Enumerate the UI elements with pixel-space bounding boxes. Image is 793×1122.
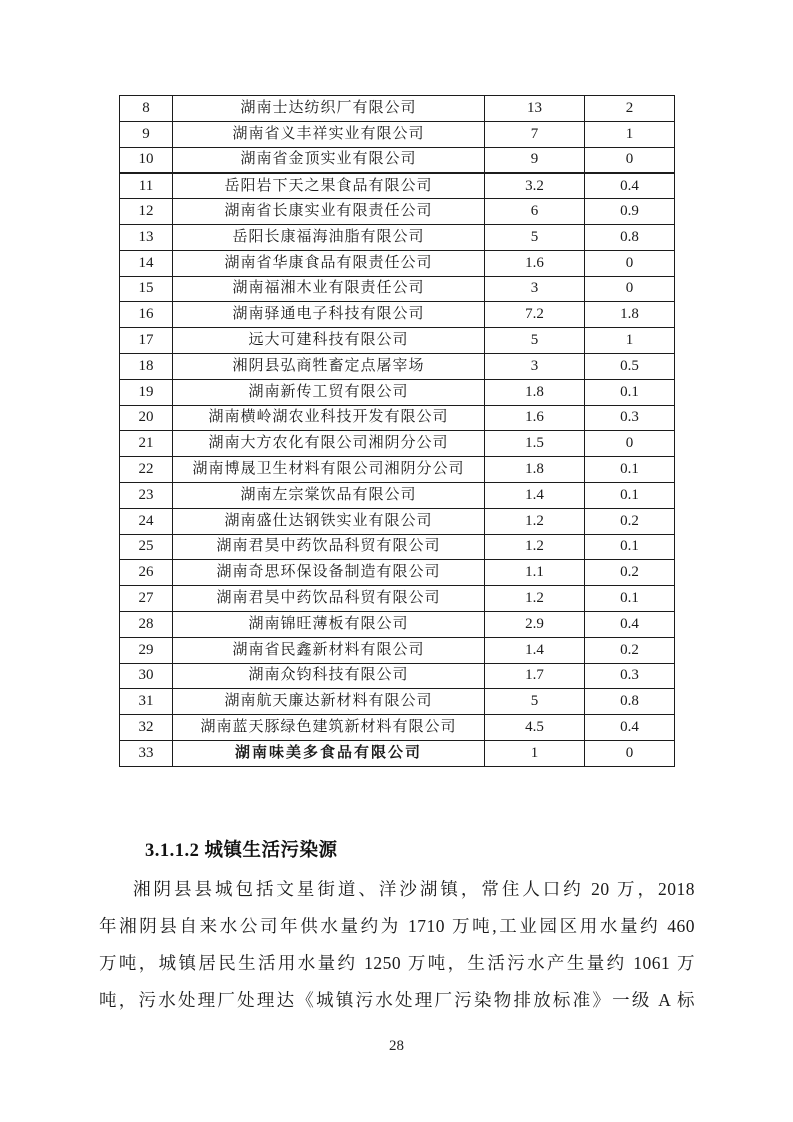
paragraph-line: 湘阴县县城包括文星街道、洋沙湖镇，常住人口约 20 万，2018 xyxy=(133,879,695,899)
table-row xyxy=(120,611,675,637)
table-row xyxy=(120,276,675,302)
row-number-cell: 8 xyxy=(120,96,173,122)
value-2-cell: 0.1 xyxy=(585,534,675,560)
row-number-cell: 25 xyxy=(120,534,173,560)
table-row xyxy=(120,302,675,328)
company-name-cell: 岳阳岩下天之果食品有限公司 xyxy=(173,173,485,199)
value-2-cell: 0.8 xyxy=(585,689,675,715)
table-row xyxy=(120,508,675,534)
company-name-cell: 湖南省长康实业有限责任公司 xyxy=(173,199,485,225)
value-1-cell: 2.9 xyxy=(485,611,585,637)
table-row xyxy=(120,637,675,663)
company-name-cell: 湖南左宗棠饮品有限公司 xyxy=(173,482,485,508)
table-body xyxy=(120,96,675,767)
value-2-cell: 0.1 xyxy=(585,482,675,508)
table-row xyxy=(120,328,675,354)
value-2-cell: 0 xyxy=(585,250,675,276)
table-row xyxy=(120,224,675,250)
row-number-cell: 15 xyxy=(120,276,173,302)
row-number-cell: 16 xyxy=(120,302,173,328)
company-name-cell: 湖南博晟卫生材料有限公司湘阴分公司 xyxy=(173,457,485,483)
value-2-cell: 1.8 xyxy=(585,302,675,328)
value-2-cell: 0.2 xyxy=(585,637,675,663)
value-2-cell: 0.1 xyxy=(585,379,675,405)
row-number-cell: 10 xyxy=(120,147,173,173)
value-1-cell: 13 xyxy=(485,96,585,122)
value-2-cell: 0 xyxy=(585,431,675,457)
value-2-cell: 0.1 xyxy=(585,457,675,483)
company-name-cell: 湖南锦旺薄板有限公司 xyxy=(173,611,485,637)
body-paragraph xyxy=(99,871,695,1019)
paragraph-line: 万吨，城镇居民生活用水量约 1250 万吨，生活污水产生量约 1061 万 xyxy=(99,953,695,973)
value-2-cell: 0.3 xyxy=(585,405,675,431)
company-name-cell: 湖南省民鑫新材料有限公司 xyxy=(173,637,485,663)
value-1-cell: 1.8 xyxy=(485,379,585,405)
value-1-cell: 7.2 xyxy=(485,302,585,328)
row-number-cell: 21 xyxy=(120,431,173,457)
value-2-cell: 0.2 xyxy=(585,560,675,586)
value-1-cell: 1.4 xyxy=(485,482,585,508)
row-number-cell: 12 xyxy=(120,199,173,225)
table-row xyxy=(120,586,675,612)
company-name-cell: 湖南君昊中药饮品科贸有限公司 xyxy=(173,586,485,612)
value-2-cell: 0.8 xyxy=(585,224,675,250)
company-name-cell: 岳阳长康福海油脂有限公司 xyxy=(173,224,485,250)
company-name-cell: 湖南省义丰祥实业有限公司 xyxy=(173,121,485,147)
row-number-cell: 33 xyxy=(120,740,173,766)
company-name-cell: 湖南横岭湖农业科技开发有限公司 xyxy=(173,405,485,431)
value-1-cell: 3.2 xyxy=(485,173,585,199)
company-name-cell: 湘阴县弘商牲畜定点屠宰场 xyxy=(173,353,485,379)
company-name-cell: 远大可建科技有限公司 xyxy=(173,328,485,354)
value-2-cell: 0 xyxy=(585,276,675,302)
value-1-cell: 6 xyxy=(485,199,585,225)
table-row xyxy=(120,534,675,560)
value-2-cell: 0.4 xyxy=(585,715,675,741)
pollution-source-table xyxy=(119,95,675,767)
value-1-cell: 1.6 xyxy=(485,405,585,431)
company-name-cell: 湖南大方农化有限公司湘阴分公司 xyxy=(173,431,485,457)
value-1-cell: 1.2 xyxy=(485,586,585,612)
table-row xyxy=(120,560,675,586)
row-number-cell: 31 xyxy=(120,689,173,715)
row-number-cell: 29 xyxy=(120,637,173,663)
page-number: 28 xyxy=(389,1038,404,1054)
row-number-cell: 19 xyxy=(120,379,173,405)
value-1-cell: 5 xyxy=(485,224,585,250)
company-name-cell: 湖南省华康食品有限责任公司 xyxy=(173,250,485,276)
value-1-cell: 3 xyxy=(485,353,585,379)
value-1-cell: 5 xyxy=(485,328,585,354)
paragraph-line: 吨，污水处理厂处理达《城镇污水处理厂污染物排放标准》一级 A 标 xyxy=(99,990,695,1010)
row-number-cell: 18 xyxy=(120,353,173,379)
table-row xyxy=(120,121,675,147)
row-number-cell: 17 xyxy=(120,328,173,354)
company-name-cell: 湖南盛仕达钢铁实业有限公司 xyxy=(173,508,485,534)
row-number-cell: 9 xyxy=(120,121,173,147)
row-number-cell: 22 xyxy=(120,457,173,483)
paragraph-line: 年湘阴县自来水公司年供水量约为 1710 万吨,工业园区用水量约 460 xyxy=(99,916,695,936)
row-number-cell: 28 xyxy=(120,611,173,637)
value-1-cell: 1.2 xyxy=(485,508,585,534)
company-name-cell: 湖南奇思环保设备制造有限公司 xyxy=(173,560,485,586)
value-2-cell: 1 xyxy=(585,328,675,354)
table-row xyxy=(120,250,675,276)
table-row xyxy=(120,689,675,715)
value-1-cell: 4.5 xyxy=(485,715,585,741)
row-number-cell: 11 xyxy=(120,173,173,199)
table-row xyxy=(120,353,675,379)
table-row xyxy=(120,431,675,457)
row-number-cell: 32 xyxy=(120,715,173,741)
section-heading: 3.1.1.2 城镇生活污染源 xyxy=(145,841,338,861)
value-1-cell: 1.7 xyxy=(485,663,585,689)
value-1-cell: 1.8 xyxy=(485,457,585,483)
row-number-cell: 23 xyxy=(120,482,173,508)
company-name-cell: 湖南省金顶实业有限公司 xyxy=(173,147,485,173)
company-name-cell: 湖南航天廉达新材料有限公司 xyxy=(173,689,485,715)
value-1-cell: 3 xyxy=(485,276,585,302)
company-name-cell: 湖南福湘木业有限责任公司 xyxy=(173,276,485,302)
table-row xyxy=(120,740,675,766)
row-number-cell: 14 xyxy=(120,250,173,276)
row-number-cell: 30 xyxy=(120,663,173,689)
value-2-cell: 2 xyxy=(585,96,675,122)
value-1-cell: 1.6 xyxy=(485,250,585,276)
company-name-cell: 湖南君昊中药饮品科贸有限公司 xyxy=(173,534,485,560)
company-name-cell: 湖南味美多食品有限公司 xyxy=(173,740,485,766)
value-1-cell: 1.2 xyxy=(485,534,585,560)
value-1-cell: 1 xyxy=(485,740,585,766)
table-row xyxy=(120,199,675,225)
table-row xyxy=(120,405,675,431)
table-row xyxy=(120,715,675,741)
company-name-cell: 湖南众钧科技有限公司 xyxy=(173,663,485,689)
value-2-cell: 0.9 xyxy=(585,199,675,225)
value-2-cell: 0.4 xyxy=(585,611,675,637)
table-row xyxy=(120,482,675,508)
value-2-cell: 0.4 xyxy=(585,173,675,199)
value-1-cell: 5 xyxy=(485,689,585,715)
row-number-cell: 26 xyxy=(120,560,173,586)
value-2-cell: 0.3 xyxy=(585,663,675,689)
table-row xyxy=(120,379,675,405)
value-2-cell: 0 xyxy=(585,740,675,766)
value-2-cell: 0.5 xyxy=(585,353,675,379)
table-row xyxy=(120,457,675,483)
value-2-cell: 0.2 xyxy=(585,508,675,534)
company-name-cell: 湖南驿通电子科技有限公司 xyxy=(173,302,485,328)
company-name-cell: 湖南蓝天豚绿色建筑新材料有限公司 xyxy=(173,715,485,741)
company-name-cell: 湖南士达纺织厂有限公司 xyxy=(173,96,485,122)
value-1-cell: 7 xyxy=(485,121,585,147)
table-row xyxy=(120,96,675,122)
value-2-cell: 1 xyxy=(585,121,675,147)
value-1-cell: 9 xyxy=(485,147,585,173)
value-1-cell: 1.1 xyxy=(485,560,585,586)
value-1-cell: 1.4 xyxy=(485,637,585,663)
row-number-cell: 20 xyxy=(120,405,173,431)
value-2-cell: 0.1 xyxy=(585,586,675,612)
value-2-cell: 0 xyxy=(585,147,675,173)
row-number-cell: 27 xyxy=(120,586,173,612)
row-number-cell: 13 xyxy=(120,224,173,250)
table-row xyxy=(120,147,675,173)
value-1-cell: 1.5 xyxy=(485,431,585,457)
table-row xyxy=(120,173,675,199)
row-number-cell: 24 xyxy=(120,508,173,534)
table-row xyxy=(120,663,675,689)
company-name-cell: 湖南新传工贸有限公司 xyxy=(173,379,485,405)
